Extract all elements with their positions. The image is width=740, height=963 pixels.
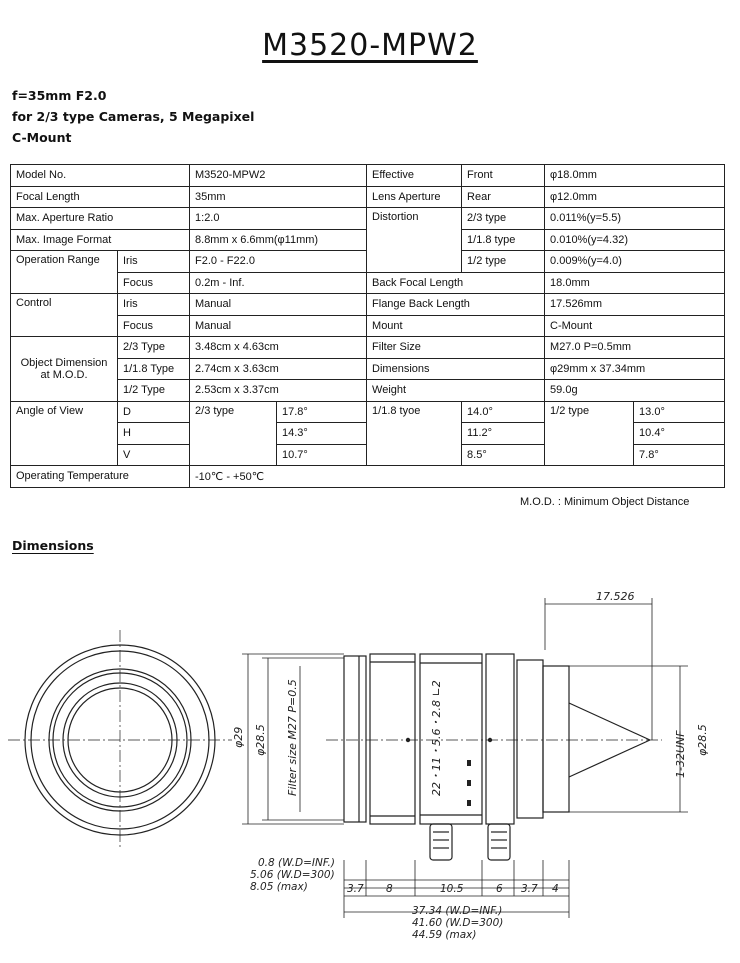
spec-value: 59.0g <box>545 380 725 402</box>
spec-label: Model No. <box>11 165 190 187</box>
spec-value: 0.011%(y=5.5) <box>545 208 725 230</box>
spec-table <box>10 164 725 488</box>
spec-value: 8.8mm x 6.6mm(φ11mm) <box>190 229 367 251</box>
spec-label: Max. Aperture Ratio <box>11 208 190 230</box>
segment-dimension: 3.7 <box>347 883 364 895</box>
spec-sublabel: 2/3 type <box>190 401 277 466</box>
total-length-dimension: 44.59 (max) <box>412 929 477 941</box>
spec-sublabel: Iris <box>118 251 190 273</box>
spec-label: Filter Size <box>367 337 545 359</box>
total-length-dimension: 37.34 (W.D=INF.) <box>412 905 503 917</box>
table-row <box>11 315 725 337</box>
segment-dimension: 6 <box>496 883 503 895</box>
spec-value: 8.5° <box>462 444 545 466</box>
rear-diameter-dimension: φ28.5 <box>696 724 709 756</box>
subtitle-focal: f=35mm F2.0 <box>12 88 107 103</box>
table-row <box>11 186 725 208</box>
object-dimension-label: Object Dimension <box>20 356 108 369</box>
spec-label: Weight <box>367 380 545 402</box>
segment-dimension: 8 <box>386 883 393 895</box>
table-row <box>11 337 725 359</box>
inner-diameter-dimension: φ28.5 <box>254 724 267 756</box>
spec-label <box>11 337 118 402</box>
spec-value: Manual <box>190 315 367 337</box>
spec-value: 0.2m - Inf. <box>190 272 367 294</box>
subtitle-camera: for 2/3 type Cameras, 5 Megapixel <box>12 109 255 124</box>
spec-label: Focal Length <box>11 186 190 208</box>
flange-back-dimension: 17.526 <box>596 590 635 603</box>
spec-value: 13.0° <box>634 401 725 423</box>
table-row <box>11 272 725 294</box>
spec-sublabel: H <box>118 423 190 445</box>
spec-sublabel: Rear <box>462 186 545 208</box>
table-row <box>11 294 725 316</box>
spec-value: 7.8° <box>634 444 725 466</box>
spec-value: M27.0 P=0.5mm <box>545 337 725 359</box>
spec-label: Operating Temperature <box>11 466 190 488</box>
lens-side-view <box>326 654 662 860</box>
spec-value: φ29mm x 37.34mm <box>545 358 725 380</box>
segment-dimension: 4 <box>552 883 559 895</box>
spec-sublabel: 1/1.8 type <box>462 229 545 251</box>
spec-value: 35mm <box>190 186 367 208</box>
spec-sublabel: 2/3 Type <box>118 337 190 359</box>
spec-value: F2.0 - F22.0 <box>190 251 367 273</box>
spec-label: Angle of View <box>11 401 118 466</box>
dimension-drawing <box>0 560 740 960</box>
lens-front-view <box>8 630 232 850</box>
object-dimension-label-mod: at M.O.D. <box>40 368 88 381</box>
wd-dimension: 5.06 (W.D=300) <box>250 869 335 881</box>
spec-value: 14.0° <box>462 401 545 423</box>
spec-value: 14.3° <box>277 423 367 445</box>
spec-label: Distortion <box>367 208 462 273</box>
spec-value: φ18.0mm <box>545 165 725 187</box>
spec-label: Max. Image Format <box>11 229 190 251</box>
spec-label: Effective <box>367 165 462 187</box>
segment-dimension: 3.7 <box>521 883 538 895</box>
spec-value: 2.53cm x 3.37cm <box>190 380 367 402</box>
page-title: M3520-MPW2 <box>262 28 478 63</box>
mod-footnote: M.O.D. : Minimum Object Distance <box>520 496 690 508</box>
table-row <box>11 380 725 402</box>
outer-diameter-dimension: φ29 <box>232 726 245 748</box>
spec-sublabel: 1/1.8 tyoe <box>367 401 462 466</box>
spec-sublabel: Focus <box>118 272 190 294</box>
spec-value: -10℃ - +50℃ <box>190 466 725 488</box>
dimensions-heading: Dimensions <box>12 538 94 553</box>
spec-value: 0.010%(y=4.32) <box>545 229 725 251</box>
fstop-scale: 22・11・5.6・2.8 ∟2 <box>430 680 443 796</box>
wd-dimension: 0.8 (W.D=INF.) <box>258 857 335 869</box>
spec-value: 11.2° <box>462 423 545 445</box>
spec-sublabel: 1/2 type <box>462 251 545 273</box>
spec-value: 0.009%(y=4.0) <box>545 251 725 273</box>
wd-dimension: 8.05 (max) <box>250 881 308 893</box>
spec-sublabel: 1/2 Type <box>118 380 190 402</box>
spec-value: C-Mount <box>545 315 725 337</box>
spec-value: 18.0mm <box>545 272 725 294</box>
spec-sublabel: Iris <box>118 294 190 316</box>
subtitle-mount: C-Mount <box>12 130 72 145</box>
spec-label: Mount <box>367 315 545 337</box>
spec-value: 1:2.0 <box>190 208 367 230</box>
spec-value: 3.48cm x 4.63cm <box>190 337 367 359</box>
spec-label: Operation Range <box>11 251 118 294</box>
spec-label: Flange Back Length <box>367 294 545 316</box>
spec-sublabel: 1/2 type <box>545 401 634 466</box>
table-row <box>11 358 725 380</box>
spec-sublabel: Front <box>462 165 545 187</box>
table-row <box>11 165 725 187</box>
spec-value: 10.4° <box>634 423 725 445</box>
spec-value: φ12.0mm <box>545 186 725 208</box>
spec-value: 10.7° <box>277 444 367 466</box>
spec-value: M3520-MPW2 <box>190 165 367 187</box>
spec-label: Lens Aperture <box>367 186 462 208</box>
spec-sublabel: D <box>118 401 190 423</box>
spec-value: 2.74cm x 3.63cm <box>190 358 367 380</box>
spec-sublabel: V <box>118 444 190 466</box>
diagram-marks <box>406 738 492 806</box>
spec-sublabel: 1/1.8 Type <box>118 358 190 380</box>
total-length-dimension: 41.60 (W.D=300) <box>412 917 504 929</box>
table-row <box>11 401 725 423</box>
spec-sublabel: 2/3 type <box>462 208 545 230</box>
thread-label: 1-32UNF <box>674 730 687 778</box>
spec-sublabel: Focus <box>118 315 190 337</box>
table-row <box>11 208 725 230</box>
segment-dimension: 10.5 <box>440 883 464 895</box>
table-row <box>11 466 725 488</box>
spec-value: 17.8° <box>277 401 367 423</box>
spec-value: Manual <box>190 294 367 316</box>
spec-label: Back Focal Length <box>367 272 545 294</box>
spec-value: 17.526mm <box>545 294 725 316</box>
filter-size-label: Filter size M27 P=0.5 <box>286 679 299 796</box>
spec-label: Control <box>11 294 118 337</box>
spec-label: Dimensions <box>367 358 545 380</box>
